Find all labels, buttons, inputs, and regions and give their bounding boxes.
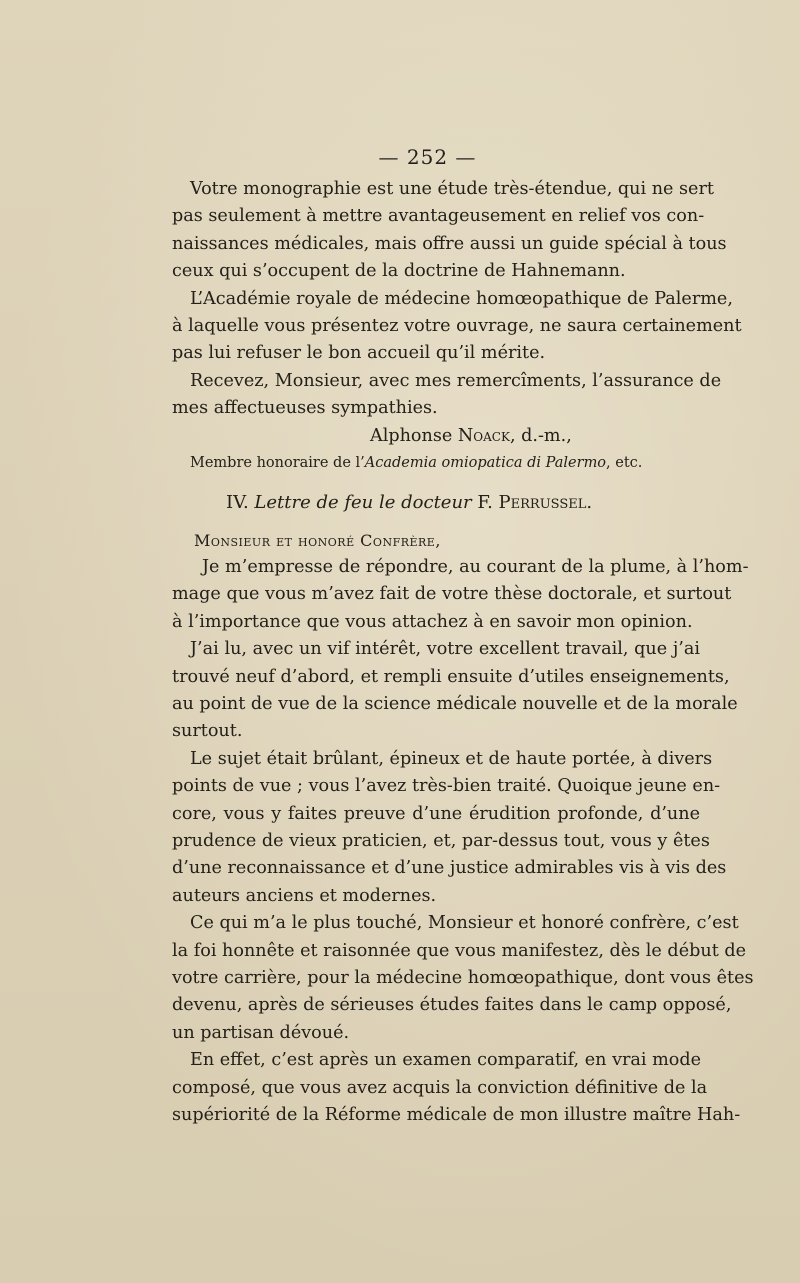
text-line: Je m’empresse de répondre, au courant de la plume, à l’hom- [202,557,749,578]
section-title: Lettre de feu le docteur [254,492,472,514]
text-line: auteurs anciens et modernes. [172,885,437,906]
text-line: supériorité de la Réforme médicale de mon illustre maître Hah- [172,1104,741,1125]
membre-prefix: Membre honoraire de l’ [190,454,365,471]
text-line: Votre monographie est une étude très-étendue, qui ne sert [190,179,714,199]
paragraph-recevez [172,368,722,423]
section-heading [172,489,700,516]
paragraph-empresse [172,554,749,636]
paragraph-academie [172,286,742,368]
paragraph-sujet [172,746,727,910]
text-line: un partisan dévoué. [172,1022,350,1043]
section-name: Perrussel. [498,492,593,514]
page-body [172,176,754,1129]
text-line: naissances médicales, mais offre aussi un guide spécial à tous [172,233,727,254]
signature-suffix: , d.-m., [509,425,572,446]
paragraph-touche [172,910,754,1047]
salutation: Monsieur et honoré Confrère, [194,530,441,550]
text-line: pas lui refuser le bon accueil qu’il mérite. [172,343,546,364]
membre-academy: Academia omiopatica di Palermo [364,454,607,471]
text-line: composé, que vous avez acquis la conviction définitive de la [172,1077,708,1098]
text-line: à laquelle vous présentez votre ouvrage, ne saura certainement [172,315,742,336]
section-initial: F. [477,492,493,514]
signature-last-name: Noack [457,425,510,446]
text-line: la foi honnête et raisonnée que vous manifestez, dès le début de [172,940,747,961]
text-line: En effet, c’est après un examen comparatif, en vrai mode [190,1050,702,1071]
text-line: prudence de vieux praticien, et, par-dessus tout, vous y êtes [172,830,710,851]
signature-first-name: Alphonse [370,425,453,446]
text-line: mes affectueuses sympathies. [172,398,438,419]
signature [172,423,700,450]
text-line: points de vue ; vous l’avez très-bien traité. Quoique jeune en- [172,776,721,797]
page-number: — 252 — [378,145,477,169]
paragraph-monographie [172,176,727,286]
text-line: ceux qui s’occupent de la doctrine de Hahnemann. [172,261,626,282]
text-line: mage que vous m’avez fait de votre thèse doctorale, et surtout [172,584,732,605]
paragraph-en-effet [172,1047,741,1129]
section-numeral: IV. [226,492,249,514]
text-line: d’une reconnaissance et d’une justice admirables vis à vis des [172,858,727,879]
text-line: pas seulement à mettre avantageusement en relief vos con- [172,206,705,227]
text-line: J’ai lu, avec un vif intérêt, votre excellent travail, que j’ai [190,639,700,660]
text-line: votre carrière, pour la médecine homœopathique, dont vous êtes [172,967,754,988]
membre-suffix: , etc. [606,454,643,471]
text-line: à l’importance que vous attachez à en savoir mon opinion. [172,611,693,632]
signature-title [172,450,700,477]
text-line: core, vous y faites preuve d’une érudition profonde, d’une [172,803,700,824]
text-line: Le sujet était brûlant, épineux et de haute portée, à divers [190,748,713,769]
text-line: surtout. [172,721,243,742]
text-line: au point de vue de la science médicale nouvelle et de la morale [172,694,738,715]
text-line: Ce qui m’a le plus touché, Monsieur et honoré confrère, c’est [190,913,739,934]
text-line: Recevez, Monsieur, avec mes remercîments, l’assurance de [190,370,722,391]
text-line: devenu, après de sérieuses études faites dans le camp opposé, [172,995,732,1016]
text-line: L’Académie royale de médecine homœopathique de Palerme, [190,288,733,309]
paragraph-jai-lu [172,636,738,746]
text-line: trouvé neuf d’abord, et rempli ensuite d’utiles enseignements, [172,666,730,687]
